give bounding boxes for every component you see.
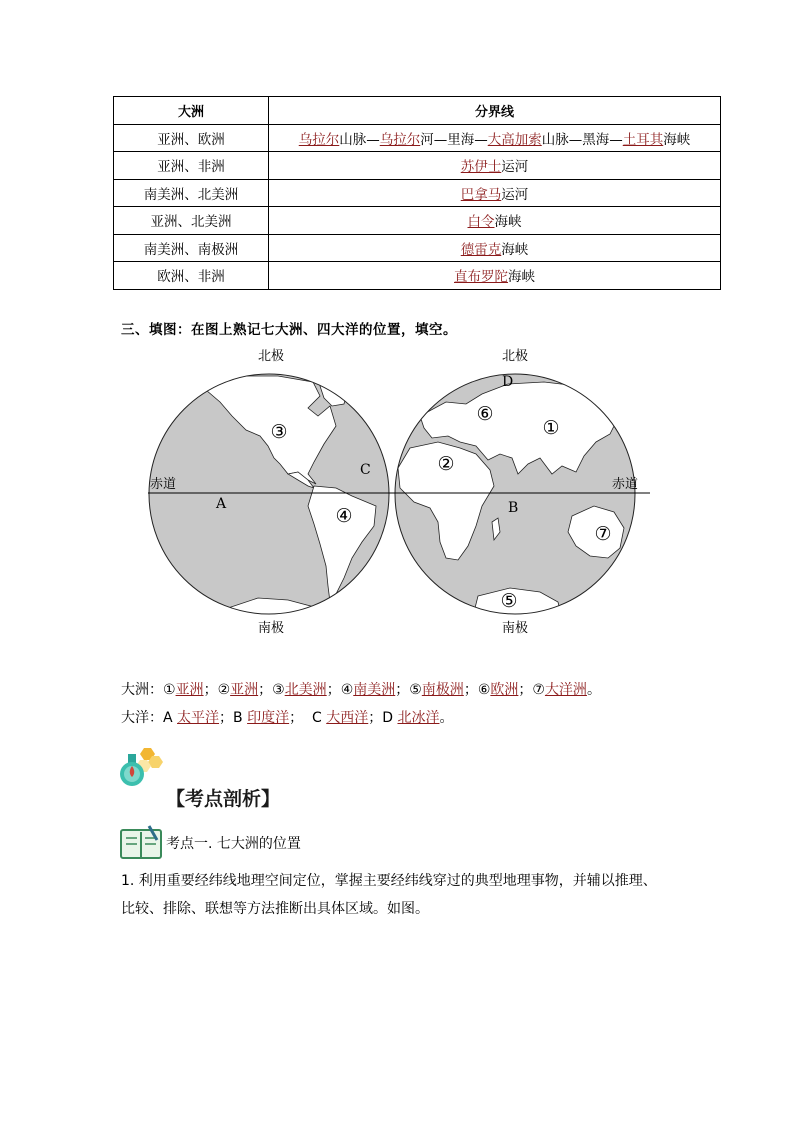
header-continent: 大洲	[114, 97, 269, 125]
continents-end: 。	[586, 682, 601, 698]
separator: ；	[219, 710, 234, 726]
analysis-title: 【考点剖析】	[166, 788, 281, 810]
continent-answer: 大洋洲	[544, 682, 587, 698]
ocean-answer: 大西洋	[326, 710, 369, 726]
boundary-table	[113, 96, 721, 290]
boundary-cell	[269, 262, 721, 290]
north-pole-label-east: 北极	[502, 349, 529, 364]
table-row	[114, 152, 721, 180]
boundary-text: 山脉—黑海—	[541, 131, 623, 148]
answer-text: 巴拿马	[460, 186, 502, 203]
boundary-text: 河—里海—	[420, 131, 488, 148]
ocean-letter: C	[312, 710, 327, 726]
continent-cell: 亚洲、北美洲	[114, 207, 269, 235]
answer-text: 乌拉尔	[379, 131, 421, 148]
continent-number: ⑥	[477, 682, 491, 698]
flask-icon	[118, 746, 164, 788]
separator: ；	[203, 682, 218, 698]
marker-4: ④	[335, 505, 353, 527]
table-row	[114, 262, 721, 290]
continent-answer: 南美洲	[353, 682, 396, 698]
separator: ；	[463, 682, 478, 698]
world-map	[148, 346, 650, 640]
ocean-letter: D	[382, 710, 398, 726]
section3-title: 三、填图：在图上熟记七大洲、四大洋的位置，填空。	[121, 322, 457, 338]
continent-answer: 南极洲	[421, 682, 464, 698]
south-pole-label-east: 南极	[502, 621, 529, 636]
continent-answer: 欧洲	[490, 682, 519, 698]
oceans-answer-line	[121, 707, 453, 727]
point1-heading: 考点一. 七大洲的位置	[166, 836, 301, 852]
north-pole-label-west: 北极	[258, 349, 285, 364]
ocean-label-d: D	[502, 374, 514, 390]
marker-1: ①	[542, 417, 560, 439]
answer-text: 白令	[467, 214, 495, 231]
marker-6: ⑥	[476, 403, 494, 425]
south-pole-label-west: 南极	[258, 621, 285, 636]
separator: ；	[395, 682, 410, 698]
continent-number: ②	[217, 682, 231, 698]
continent-answer: 亚洲	[175, 682, 204, 698]
continent-answer: 亚洲	[230, 682, 259, 698]
boundary-cell	[269, 179, 721, 207]
separator: ；	[368, 710, 383, 726]
continents-label: 大洲：	[121, 682, 163, 698]
separator: ；	[518, 682, 533, 698]
para1-line1: 1. 利用重要经纬线地理空间定位，掌握主要经纬线穿过的典型地理事物，并辅以推理、	[121, 873, 657, 889]
continent-cell: 南美洲、北美洲	[114, 179, 269, 207]
boundary-text: 海峡	[508, 269, 535, 286]
table-row	[114, 207, 721, 235]
continent-number: ①	[163, 682, 176, 698]
western-hemisphere	[149, 374, 389, 636]
continents-answer-line	[121, 679, 601, 699]
continent-number: ⑦	[532, 682, 545, 698]
boundary-text: 运河	[501, 159, 529, 176]
equator-label-west: 赤道	[150, 477, 177, 492]
marker-2: ②	[437, 453, 455, 475]
marker-5: ⑤	[500, 590, 518, 612]
continent-answer: 北美洲	[284, 682, 327, 698]
ocean-answer: 北冰洋	[397, 710, 440, 726]
marker-3: ③	[270, 421, 288, 443]
equator-label-east: 赤道	[612, 477, 639, 492]
boundary-text: 山脉—	[339, 131, 380, 148]
para1-line2: 比较、排除、联想等方法推断出具体区域。如图。	[121, 901, 429, 917]
separator: 。	[439, 710, 454, 726]
table-header-row	[114, 97, 721, 125]
ocean-label-c: C	[360, 462, 371, 478]
header-boundary: 分界线	[269, 97, 721, 125]
boundary-cell	[269, 124, 721, 152]
boundary-text: 海峡	[494, 214, 522, 231]
boundary-text: 海峡	[663, 131, 691, 148]
answer-text: 土耳其	[622, 131, 664, 148]
answer-text: 乌拉尔	[298, 131, 340, 148]
ocean-answer: 太平洋	[177, 710, 220, 726]
continent-cell: 亚洲、欧洲	[114, 124, 269, 152]
boundary-cell	[269, 152, 721, 180]
answer-text: 德雷克	[460, 241, 502, 258]
table-row	[114, 234, 721, 262]
boundary-cell	[269, 207, 721, 235]
boundary-cell	[269, 234, 721, 262]
continent-number: ④	[340, 682, 354, 698]
ocean-letter: A	[163, 710, 178, 726]
answer-text: 苏伊士	[460, 159, 502, 176]
answer-text: 直布罗陀	[454, 269, 508, 286]
ocean-answer: 印度洋	[247, 710, 290, 726]
continent-cell: 欧洲、非洲	[114, 262, 269, 290]
table-row	[114, 124, 721, 152]
book-icon	[119, 824, 163, 862]
marker-7: ⑦	[594, 523, 612, 545]
separator: ；	[289, 710, 312, 726]
answer-text: 大高加索	[487, 131, 542, 148]
boundary-text: 海峡	[501, 241, 529, 258]
oceans-label: 大洋：	[121, 710, 163, 726]
boundary-text: 运河	[501, 186, 529, 203]
continent-cell: 亚洲、非洲	[114, 152, 269, 180]
continent-cell: 南美洲、南极洲	[114, 234, 269, 262]
table-row	[114, 179, 721, 207]
continent-number: ⑤	[409, 682, 422, 698]
continent-number: ③	[272, 682, 285, 698]
ocean-label-b: B	[508, 500, 519, 516]
ocean-label-a: A	[216, 496, 227, 512]
separator: ；	[258, 682, 273, 698]
ocean-letter: B	[233, 710, 248, 726]
separator: ；	[326, 682, 341, 698]
